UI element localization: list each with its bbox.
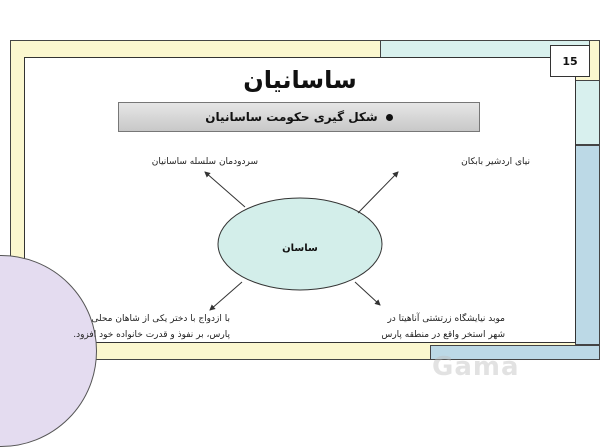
node-bottom-left-line-2: پارس، بر نفوذ و قدرت خانواده خود افزود.: [73, 330, 230, 340]
subtitle: شکل گیری حکومت ساسانیان: [205, 110, 378, 124]
node-bottom-right: [340, 311, 505, 343]
node-top-right: نیای اردشیر بابکان: [461, 157, 530, 167]
node-bottom-left-line-1: با ازدواج با دختر یکی از شاهان محلی: [91, 314, 230, 324]
node-bottom-left: [60, 311, 230, 343]
center-node-label: ساسان: [282, 243, 318, 254]
arrow-top-left: [205, 172, 245, 207]
node-top-left: سردودمان سلسله ساسانیان: [151, 157, 258, 167]
arrow-top-right: [358, 172, 398, 213]
page-title: ساسانیان: [243, 66, 357, 94]
arrow-bottom-left: [210, 282, 242, 310]
arrow-bottom-right: [355, 282, 380, 305]
watermark-logo: Gama: [432, 352, 520, 382]
node-bottom-right-line-2: شهر استخر واقع در منطقه پارس: [381, 330, 505, 340]
page-number: 15: [550, 45, 590, 77]
node-bottom-right-line-1: موبد نیایشگاه زرتشتی آناهیتا در: [387, 314, 505, 324]
